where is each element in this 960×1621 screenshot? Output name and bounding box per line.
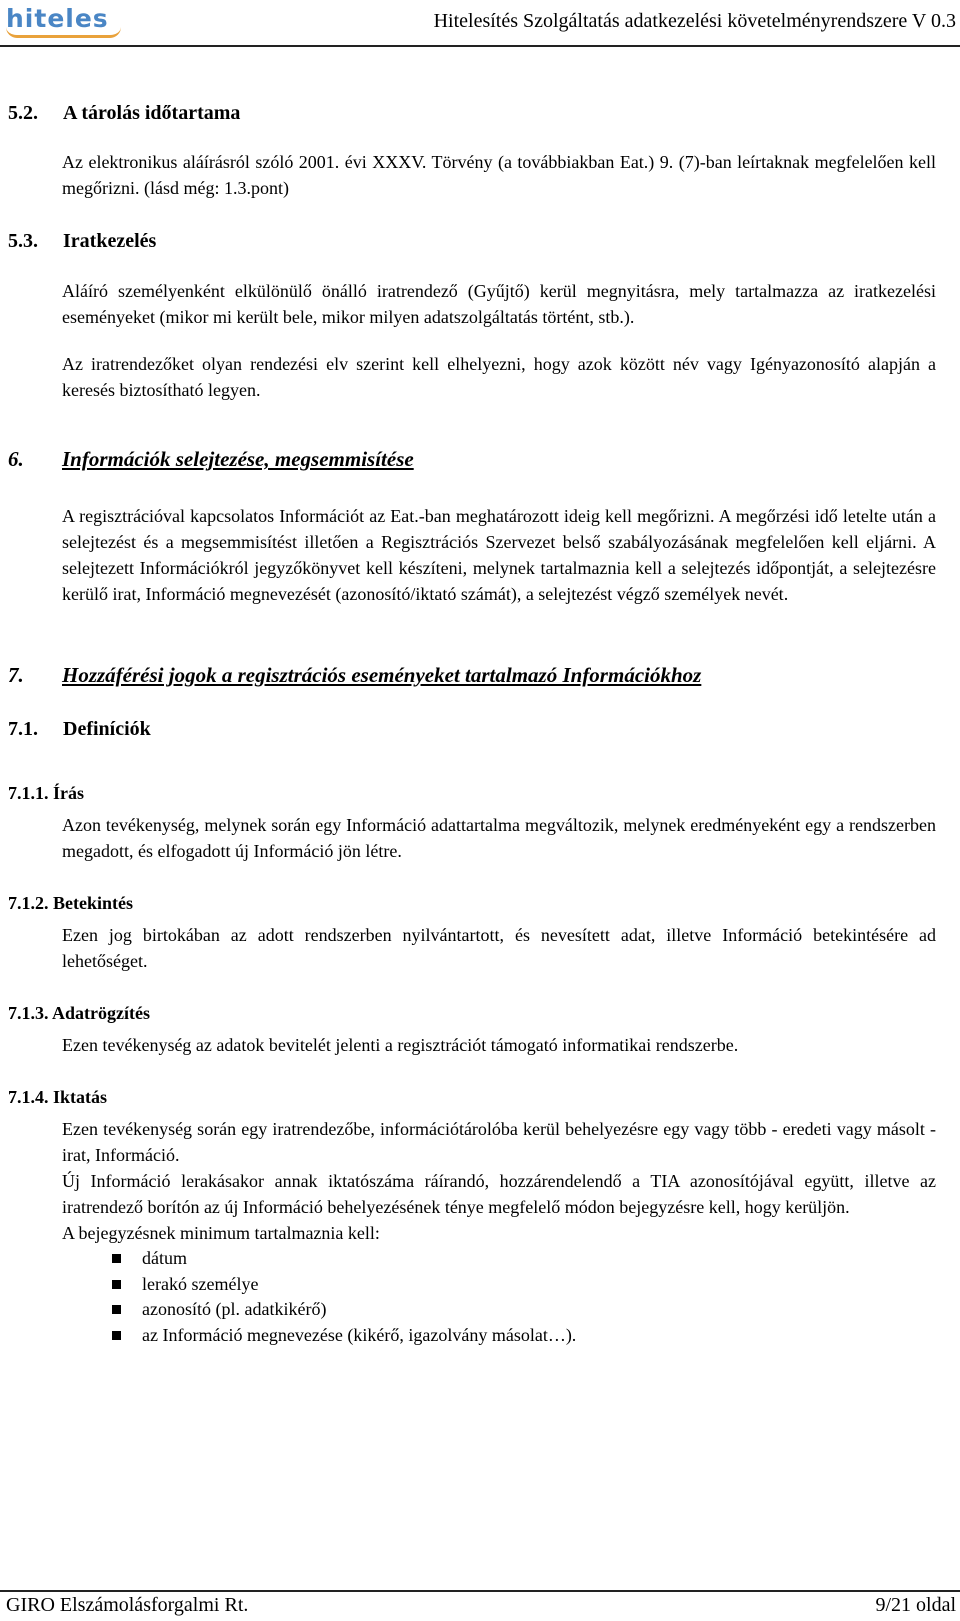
section-number: 7.1. <box>8 718 38 740</box>
subsection-heading-7-1-2 <box>8 890 960 916</box>
bullet-icon <box>112 1280 121 1289</box>
list-item <box>112 1246 960 1272</box>
subsection-title: Betekintés <box>53 893 133 913</box>
chapter-number: 7. <box>8 663 24 687</box>
list-item <box>112 1323 960 1349</box>
list-item <box>112 1272 960 1298</box>
list-item-text: dátum <box>142 1248 187 1268</box>
subsection-number: 7.1.1. <box>8 783 49 803</box>
footer-company: GIRO Elszámolásforgalmi Rt. <box>6 1594 249 1616</box>
bullet-icon <box>112 1305 121 1314</box>
footer-page-number: 9/21 oldal <box>875 1594 956 1616</box>
chapter-title: Információk selejtezése, megsemmisítése <box>62 447 414 471</box>
chapter-title: Hozzáférési jogok a regisztrációs eseményeket tartalmazó Információkhoz <box>62 663 702 687</box>
paragraph: Új Információ lerakásakor annak iktatószáma ráírandó, hozzárendelendő a TIA azonosítójával együtt, illetve az iratrendező borítón az új Információ behelyezésének ténye megfelelő módon bejegyzésre kell, hogy kerüljön. <box>62 1171 936 1217</box>
list-item-text: lerakó személye <box>142 1273 259 1294</box>
logo-swoosh <box>6 27 121 38</box>
subsection-number: 7.1.3. <box>8 1003 49 1023</box>
list-item <box>112 1297 960 1323</box>
bullet-list <box>112 1246 960 1348</box>
section-number: 5.3. <box>8 230 38 252</box>
bullet-icon <box>112 1254 121 1263</box>
subsection-heading-7-1-3 <box>8 1000 960 1026</box>
section-title: Iratkezelés <box>63 230 157 252</box>
section-heading-7-1 <box>8 716 960 742</box>
company-logo <box>6 4 109 33</box>
subsection-number: 7.1.4. <box>8 1087 49 1107</box>
list-item-text: azonosító (pl. adatkikérő) <box>142 1299 327 1319</box>
chapter-number: 6. <box>8 447 24 471</box>
page-header <box>0 0 960 56</box>
subsection-heading-7-1-4 <box>8 1084 960 1110</box>
paragraph: Aláíró személyenként elkülönülő önálló iratrendező (Gyűjtő) kerül megnyitásra, mely tartalmazza az iratkezelési eseményeket (mikor mi került bele, mikor milyen adatszolgáltatás történt, stb.). <box>62 281 936 327</box>
section-title: Definíciók <box>63 718 151 740</box>
subsection-title: Adatrögzítés <box>52 1003 150 1023</box>
paragraph: Ezen tevékenység során egy iratrendezőbe, információtárolóba kerül behelyezésre egy vagy több - eredeti vagy másolt - irat, Információ. <box>62 1119 936 1165</box>
header-title: Hitelesítés Szolgáltatás adatkezelési követelményrendszere V 0.3 <box>433 10 956 32</box>
footer-divider <box>0 1590 960 1592</box>
header-divider <box>0 45 960 47</box>
paragraph: Ezen tevékenység az adatok bevitelét jelenti a regisztrációt támogató informatikai rendszerbe. <box>62 1035 739 1055</box>
paragraph: Azon tevékenység, melynek során egy Információ adattartalma megváltozik, melynek eredményeként egy a rendszerben megadott, és elfogadott új Információ jön létre. <box>62 815 936 861</box>
section-number: 5.2. <box>8 102 38 124</box>
paragraph: Ezen jog birtokában az adott rendszerben nyilvántartott, és nevesített adat, illetve Információ betekintésére ad lehetőséget. <box>62 925 936 971</box>
list-item-text: az Információ megnevezése (kikérő, igazolvány másolat…). <box>142 1324 577 1345</box>
subsection-number: 7.1.2. <box>8 893 49 913</box>
logo-text: hiteles <box>6 4 109 33</box>
section-heading-5-3 <box>8 228 960 254</box>
section-title: A tárolás időtartama <box>63 102 241 124</box>
chapter-heading-6 <box>8 445 960 473</box>
subsection-heading-7-1-1 <box>8 780 960 806</box>
chapter-heading-7 <box>8 661 960 689</box>
paragraph: A regisztrációval kapcsolatos Információt az Eat.-ban meghatározott ideig kell megőrizni. A megőrzési idő letelte után a selejtezést és a megsemmisítést illetően a Regisztrációs Szervezet belső szabályozásának megfelelően kell eljárni. A selejtezett Információkról jegyzőkönyvet kell készíteni, melynek tartalmaznia kell a selejtezés időpontját, a selejtezésre kerülő irat, Információ megnevezését (azonosító/iktató számát), a selejtezést végző személyek nevét. <box>62 506 936 604</box>
paragraph: Az iratrendezőket olyan rendezési elv szerint kell elhelyezni, hogy azok között név vagy Igényazonosító alapján a keresés biztosítható legyen. <box>62 354 936 400</box>
paragraph: A bejegyzésnek minimum tartalmaznia kell: <box>62 1223 380 1243</box>
bullet-icon <box>112 1331 121 1340</box>
subsection-title: Iktatás <box>53 1087 108 1107</box>
document-content <box>8 100 960 1348</box>
subsection-title: Írás <box>53 783 84 803</box>
paragraph: Az elektronikus aláírásról szóló 2001. évi XXXV. Törvény (a továbbiakban Eat.) 9. (7)-ban leírtaknak megfelelően kell megőrizni. (lásd még: 1.3.pont) <box>62 152 936 198</box>
section-heading-5-2 <box>8 100 960 126</box>
